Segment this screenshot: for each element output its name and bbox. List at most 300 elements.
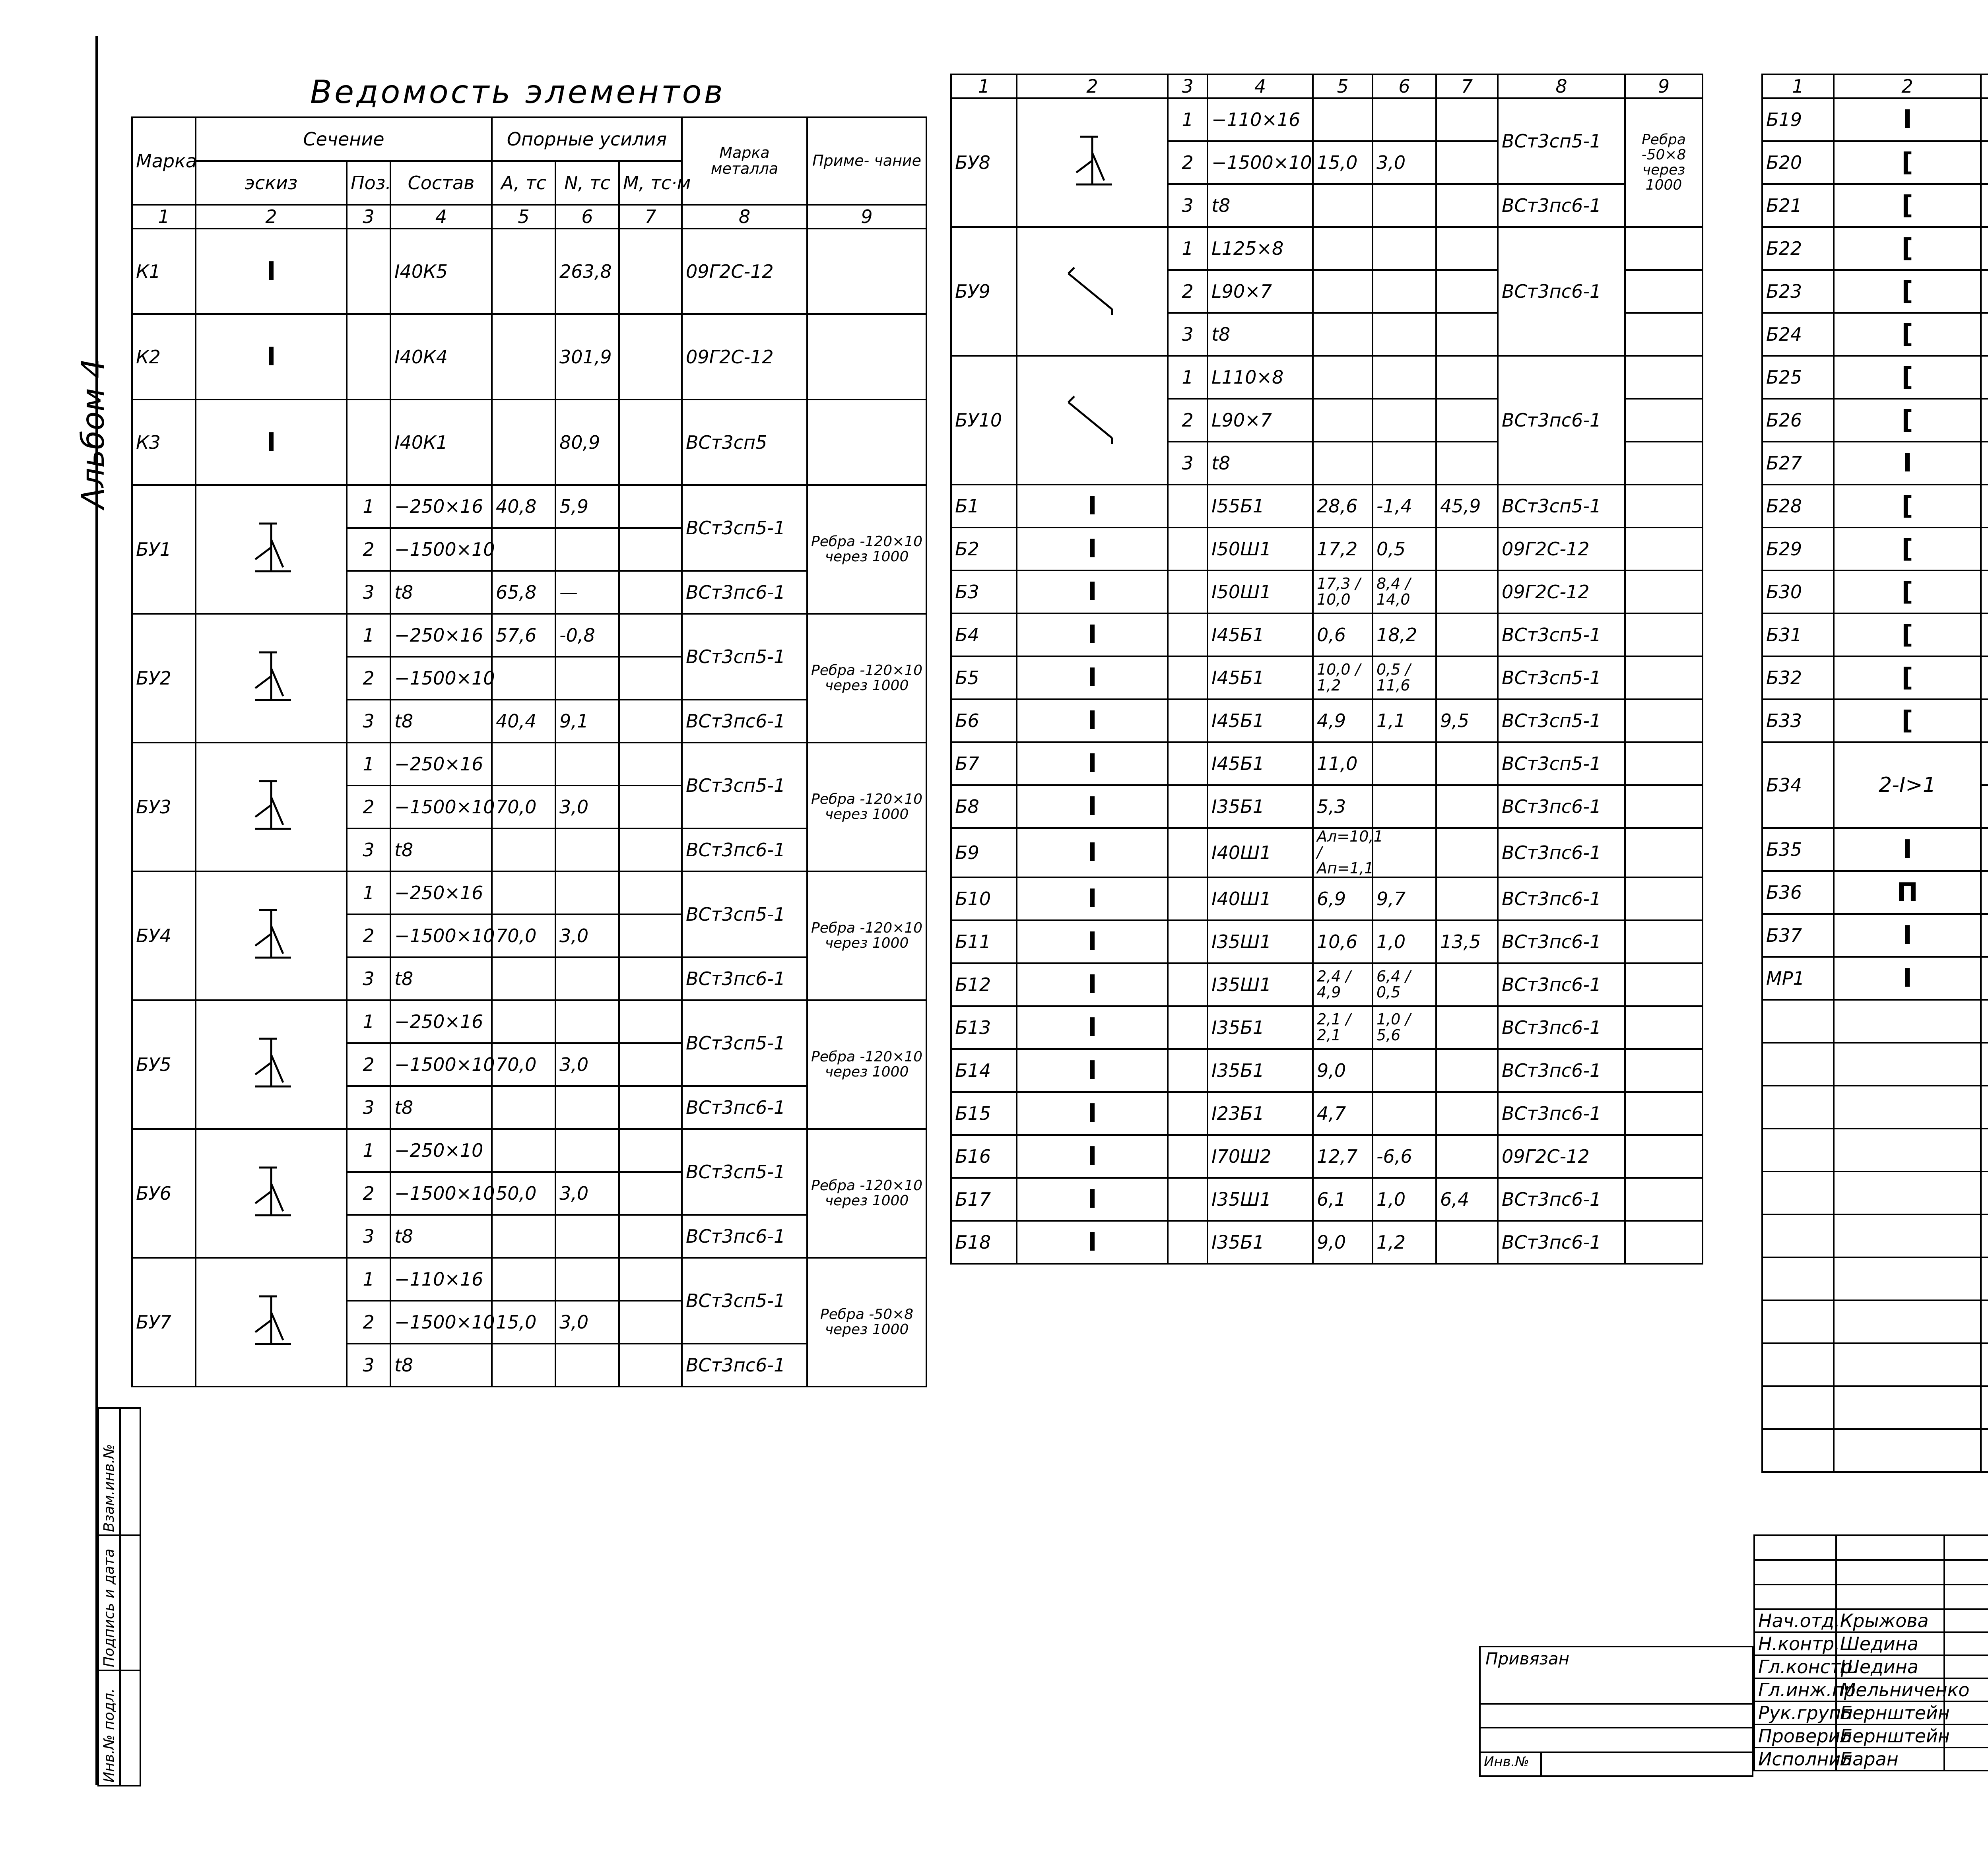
sketch-cell: [196, 485, 347, 614]
sostav: I50Ш1: [1208, 570, 1313, 613]
metal: 09Г2С-12: [1498, 1135, 1625, 1178]
table-row: [951, 828, 1703, 877]
poz: 1: [347, 1000, 390, 1043]
table-row: [1762, 485, 1988, 528]
poz: 3: [347, 1215, 390, 1258]
column-number: 6: [555, 205, 619, 229]
force-N: 1,0: [1373, 920, 1436, 963]
table-row: [132, 400, 926, 485]
note: Ребра -120×10 через 1000: [807, 871, 926, 1000]
signer-name: Шедина: [1836, 1655, 1944, 1678]
signer-role: Рук.групп.: [1754, 1701, 1836, 1724]
section-icon: [: [1834, 613, 1981, 656]
section-icon: I: [196, 229, 347, 314]
mark: Б30: [1762, 570, 1834, 613]
force-M: [1436, 1092, 1498, 1135]
sostav: −1500×10: [390, 528, 492, 571]
metal: ВСт3пс6-1: [682, 828, 807, 871]
column-number: 7: [619, 205, 682, 229]
col-poz: Поз.: [347, 161, 390, 205]
signer-role: Гл.констр.: [1754, 1655, 1836, 1678]
signer-role: Гл.инж.пр.: [1754, 1678, 1836, 1701]
force-A: [492, 657, 555, 700]
side-stamp-inv: Инв.№ подл.: [101, 1688, 117, 1783]
sostav: t8: [390, 700, 492, 743]
table-row: [1762, 442, 1988, 485]
sketch-cell: [1017, 227, 1168, 356]
section-icon: [: [1834, 699, 1981, 742]
force-A: [492, 871, 555, 914]
poz: 1: [347, 1258, 390, 1301]
force-M: [1436, 1135, 1498, 1178]
mark: Б31: [1762, 613, 1834, 656]
col-marka: Марка: [132, 117, 196, 205]
table-row: [951, 877, 1703, 920]
column-number: 8: [682, 205, 807, 229]
force-A: Aл=10,1 / Aп=1,1: [1313, 828, 1373, 877]
force-A: [492, 1344, 555, 1387]
force-M: [619, 786, 682, 828]
section-icon: I: [1017, 1221, 1168, 1264]
poz: 2: [347, 1301, 390, 1344]
force-M: 13,5: [1436, 920, 1498, 963]
force-A: 4,7: [1313, 1092, 1373, 1135]
force-N: [1373, 98, 1436, 141]
force-M: [619, 828, 682, 871]
force-N: 1,2: [1373, 1221, 1436, 1264]
poz: 3: [1168, 313, 1208, 356]
force-N: [1373, 184, 1436, 227]
section-icon: I: [1017, 1006, 1168, 1049]
force-M: [1436, 656, 1498, 699]
poz: 1: [1168, 356, 1208, 399]
force-N: —: [555, 571, 619, 614]
metal: ВСт3пс6-1: [1498, 356, 1625, 485]
table-row: [1762, 184, 1988, 227]
mark: БУ10: [951, 356, 1017, 485]
mark: Б20: [1762, 141, 1834, 184]
mark: Б29: [1762, 528, 1834, 570]
force-M: [619, 1172, 682, 1215]
force-M: [1436, 963, 1498, 1006]
section-icon: I: [196, 314, 347, 400]
sostav: I40Ш1: [1208, 828, 1313, 877]
section-icon: [: [1834, 399, 1981, 442]
mark: Б32: [1762, 656, 1834, 699]
force-M: [619, 1215, 682, 1258]
force-M: [619, 1086, 682, 1129]
force-N: 9,1: [555, 700, 619, 743]
section-icon: [: [1834, 656, 1981, 699]
mark: Б2: [951, 528, 1017, 570]
col-eskiz: эскиз: [196, 161, 347, 205]
metal: ВСт3сп5-1: [1498, 742, 1625, 785]
signer-name: Бернштейн: [1836, 1701, 1944, 1724]
elements-table-right: [1761, 74, 1988, 1473]
force-N: [555, 1215, 619, 1258]
force-A: [492, 1000, 555, 1043]
force-N: -6,6: [1373, 1135, 1436, 1178]
force-A: 5,3: [1313, 785, 1373, 828]
sostav: t8: [390, 1215, 492, 1258]
force-M: [1436, 785, 1498, 828]
mark: Б7: [951, 742, 1017, 785]
section-icon: [: [1834, 485, 1981, 528]
note: Ребра -50×8 через 1000: [807, 1258, 926, 1387]
empty-row: [1762, 1214, 1988, 1257]
mark: БУ5: [132, 1000, 196, 1129]
force-N: [555, 1086, 619, 1129]
mark: Б17: [951, 1178, 1017, 1221]
poz: [1981, 528, 1988, 570]
force-M: [619, 657, 682, 700]
force-A: [1313, 399, 1373, 442]
force-M: [619, 528, 682, 571]
section-icon: [: [1834, 313, 1981, 356]
sostav: −250×16: [390, 1000, 492, 1043]
poz: 2: [347, 528, 390, 571]
privyazan-label: Привязан: [1485, 1649, 1570, 1668]
poz: 2: [347, 1172, 390, 1215]
section-sketch-icon: [231, 902, 311, 970]
sostav: t8: [1208, 184, 1313, 227]
force-M: [619, 1129, 682, 1172]
table-row: [1762, 141, 1988, 184]
empty-row: [1762, 1129, 1988, 1172]
table-row: [951, 699, 1703, 742]
metal: ВСт3пс6-1: [1498, 963, 1625, 1006]
force-M: [1436, 184, 1498, 227]
section-icon: I: [196, 400, 347, 485]
metal: ВСт3пс6-1: [682, 1344, 807, 1387]
metal: ВСт3сп5-1: [682, 871, 807, 957]
force-A: [1313, 313, 1373, 356]
force-N: [555, 657, 619, 700]
force-M: [619, 1043, 682, 1086]
poz: 2: [347, 657, 390, 700]
force-A: 15,0: [492, 1301, 555, 1344]
sostav: I45Б1: [1208, 656, 1313, 699]
mark: Б37: [1762, 914, 1834, 957]
side-stamp: [97, 1407, 141, 1786]
mark: Б35: [1762, 828, 1834, 871]
poz: 2: [347, 786, 390, 828]
mark: Б19: [1762, 98, 1834, 141]
force-M: [1436, 356, 1498, 399]
force-M: [619, 914, 682, 957]
metal: ВСт3сп5-1: [1498, 485, 1625, 528]
note: Ребра -120×10 через 1000: [807, 1129, 926, 1258]
force-N: 1,1: [1373, 699, 1436, 742]
table-row: [951, 1092, 1703, 1135]
mark: Б11: [951, 920, 1017, 963]
force-M: [619, 1258, 682, 1301]
sostav: I35Б1: [1208, 1006, 1313, 1049]
column-number: 6: [1373, 74, 1436, 98]
force-N: [1373, 356, 1436, 399]
mark: Б5: [951, 656, 1017, 699]
poz: [1981, 570, 1988, 613]
poz: 3: [347, 571, 390, 614]
signer-role: Исполнил: [1754, 1748, 1836, 1771]
note: Ребра -120×10 через 1000: [807, 614, 926, 743]
poz: 1: [347, 485, 390, 528]
force-M: 9,5: [1436, 699, 1498, 742]
force-A: 15,0: [1313, 141, 1373, 184]
note: Ребра -120×10 через 1000: [807, 1000, 926, 1129]
force-N: 3,0: [555, 914, 619, 957]
sostav: I45Б1: [1208, 742, 1313, 785]
force-M: [619, 1301, 682, 1344]
metal: ВСт3пс6-1: [1498, 828, 1625, 877]
sostav: I45Б1: [1208, 699, 1313, 742]
force-N: 18,2: [1373, 613, 1436, 656]
mark: Б24: [1762, 313, 1834, 356]
force-A: 70,0: [492, 786, 555, 828]
force-N: [555, 1000, 619, 1043]
elements-table-left: [131, 74, 927, 1387]
empty-row: [1762, 1172, 1988, 1214]
sostav: L125×8: [1208, 227, 1313, 270]
force-N: 3,0: [555, 1301, 619, 1344]
mark: Б6: [951, 699, 1017, 742]
metal: ВСт3пс6-1: [1498, 1178, 1625, 1221]
table-row: [1762, 227, 1988, 270]
sostav: I35Б1: [1208, 785, 1313, 828]
empty-row: [1762, 1000, 1988, 1043]
sostav: −1500×10: [390, 1043, 492, 1086]
poz: 2: [347, 1043, 390, 1086]
col-usiliya: Опорные усилия: [492, 117, 682, 161]
metal: ВСт3сп5-1: [1498, 98, 1625, 184]
sostav: I35Ш1: [1208, 963, 1313, 1006]
poz: [1981, 98, 1988, 141]
force-A: [1313, 184, 1373, 227]
force-A: 28,6: [1313, 485, 1373, 528]
force-M: [619, 1000, 682, 1043]
mark: Б14: [951, 1049, 1017, 1092]
force-A: 10,6: [1313, 920, 1373, 963]
force-M: [619, 485, 682, 528]
mark: Б12: [951, 963, 1017, 1006]
force-A: 6,1: [1313, 1178, 1373, 1221]
mark: Б23: [1762, 270, 1834, 313]
force-N: [1373, 1049, 1436, 1092]
column-number: [1981, 74, 1988, 98]
sostav: I35Б1: [1208, 1221, 1313, 1264]
metal: ВСт3сп5-1: [1498, 613, 1625, 656]
force-A: 2,1 / 2,1: [1313, 1006, 1373, 1049]
table-row: [1762, 613, 1988, 656]
force-M: [1436, 613, 1498, 656]
sostav: I40К4: [390, 314, 492, 400]
metal: ВСт3сп5-1: [682, 743, 807, 828]
mark: Б3: [951, 570, 1017, 613]
metal: ВСт3сп5-1: [1498, 656, 1625, 699]
metal: ВСт3пс6-1: [682, 957, 807, 1000]
column-number: 2: [1834, 74, 1981, 98]
mark: БУ2: [132, 614, 196, 743]
table-row: [951, 98, 1703, 141]
poz: 1: [347, 871, 390, 914]
col-metal: Марка металла: [682, 117, 807, 205]
empty-row: [1762, 1043, 1988, 1086]
mark: Б8: [951, 785, 1017, 828]
poz: 3: [1168, 184, 1208, 227]
mark: Б21: [1762, 184, 1834, 227]
signer-name: Мельниченко: [1836, 1678, 1944, 1701]
section-icon: I: [1017, 877, 1168, 920]
mark: Б1: [951, 485, 1017, 528]
table-row: [951, 570, 1703, 613]
metal: ВСт3пс6-1: [682, 1086, 807, 1129]
poz: [1981, 828, 1988, 871]
metal: ВСт3сп5-1: [682, 1129, 807, 1215]
section-icon: [: [1834, 270, 1981, 313]
section-icon: [: [1834, 184, 1981, 227]
column-number: 1: [1762, 74, 1834, 98]
section-sketch-icon: [231, 1031, 311, 1098]
mark: БУ7: [132, 1258, 196, 1387]
metal: ВСт3пс6-1: [1498, 785, 1625, 828]
table-row: [1762, 570, 1988, 613]
table-row: [1762, 270, 1988, 313]
sketch-cell: [196, 743, 347, 871]
title-block: [1753, 1534, 1988, 1771]
privyazan-box: [1479, 1646, 1753, 1777]
force-A: 2,4 / 4,9: [1313, 963, 1373, 1006]
sostav: −250×16: [390, 485, 492, 528]
table-row: [1762, 313, 1988, 356]
table-row: [951, 1178, 1703, 1221]
metal: ВСт3сп5-1: [682, 1258, 807, 1344]
mark: МР1: [1762, 957, 1834, 1000]
col-M: M, тс·м: [619, 161, 682, 205]
force-N: [1373, 742, 1436, 785]
mark: К1: [132, 229, 196, 314]
force-A: [492, 1086, 555, 1129]
table-row: [1762, 699, 1988, 742]
force-N: 5,9: [555, 485, 619, 528]
side-stamp-podpis: Подпись и дата: [101, 1548, 117, 1667]
table-row: [1762, 828, 1988, 871]
empty-row: [1762, 1086, 1988, 1129]
table-row: [132, 614, 926, 657]
column-number: 4: [390, 205, 492, 229]
signer-name: Крыжова: [1836, 1609, 1944, 1632]
signer-name: Шедина: [1836, 1632, 1944, 1655]
metal: 09Г2С-12: [1498, 570, 1625, 613]
force-A: 40,8: [492, 485, 555, 528]
sostav: −1500×10: [390, 1301, 492, 1344]
mark: БУ6: [132, 1129, 196, 1258]
sostav: I40К1: [390, 400, 492, 485]
table-row: [132, 1000, 926, 1043]
force-A: 12,7: [1313, 1135, 1373, 1178]
metal: ВСт3пс6-1: [1498, 227, 1625, 356]
section-icon: [: [1834, 141, 1981, 184]
sketch-cell: [196, 1258, 347, 1387]
mark: Б27: [1762, 442, 1834, 485]
force-N: 6,4 / 0,5: [1373, 963, 1436, 1006]
col-sostav: Состав: [390, 161, 492, 205]
mark: Б18: [951, 1221, 1017, 1264]
poz: [1981, 699, 1988, 742]
table-row: [951, 613, 1703, 656]
force-A: 70,0: [492, 1043, 555, 1086]
section-icon: I: [1834, 914, 1981, 957]
force-A: [492, 743, 555, 786]
col-prim: Приме- чание: [807, 117, 926, 205]
poz: 3: [1168, 442, 1208, 485]
table-row: [951, 1006, 1703, 1049]
metal: ВСт3пс6-1: [1498, 920, 1625, 963]
section-icon: I: [1834, 957, 1981, 1000]
mark: БУ9: [951, 227, 1017, 356]
force-N: 1,0 / 5,6: [1373, 1006, 1436, 1049]
force-A: 9,0: [1313, 1049, 1373, 1092]
column-number: 7: [1436, 74, 1498, 98]
force-M: [1436, 528, 1498, 570]
metal: ВСт3пс6-1: [1498, 1092, 1625, 1135]
force-A: 65,8: [492, 571, 555, 614]
poz: [1981, 442, 1988, 485]
section-icon: I: [1834, 442, 1981, 485]
table-row: [951, 356, 1703, 399]
table-row: [951, 528, 1703, 570]
empty-row: [1762, 1257, 1988, 1300]
poz: 2: [1168, 141, 1208, 184]
poz: [1981, 399, 1988, 442]
mark: Б10: [951, 877, 1017, 920]
sostav: I55Б1: [1208, 485, 1313, 528]
sostav: −1500×10: [390, 914, 492, 957]
mark: Б28: [1762, 485, 1834, 528]
force-N: [1373, 1092, 1436, 1135]
note: Ребра -120×10 через 1000: [807, 743, 926, 871]
section-icon: I: [1017, 785, 1168, 828]
force-N: 3,0: [555, 786, 619, 828]
sketch-cell: [1017, 356, 1168, 485]
force-N: 1,0: [1373, 1178, 1436, 1221]
metal: ВСт3сп5-1: [682, 1000, 807, 1086]
poz: [1981, 313, 1988, 356]
sketch-cell: [196, 1129, 347, 1258]
poz: [1981, 356, 1988, 399]
mark: БУ1: [132, 485, 196, 614]
signer-name: Бернштейн: [1836, 1724, 1944, 1748]
column-number: 2: [196, 205, 347, 229]
metal: ВСт3сп5-1: [1498, 699, 1625, 742]
metal: ВСт3пс6-1: [1498, 1221, 1625, 1264]
force-N: 80,9: [555, 400, 619, 485]
force-N: [555, 957, 619, 1000]
section-icon: П: [1834, 871, 1981, 914]
force-M: [619, 957, 682, 1000]
section-icon: I: [1017, 656, 1168, 699]
section-icon: I: [1017, 1178, 1168, 1221]
force-M: [1436, 141, 1498, 184]
metal: ВСт3пс6-1: [682, 571, 807, 614]
section-sketch-icon: [1052, 386, 1132, 454]
section-icon: I: [1017, 570, 1168, 613]
force-M: [1436, 442, 1498, 485]
force-M: [619, 1344, 682, 1387]
force-N: [1373, 313, 1436, 356]
poz: [1981, 785, 1988, 828]
sostav: t8: [390, 1086, 492, 1129]
sketch-cell: [196, 871, 347, 1000]
